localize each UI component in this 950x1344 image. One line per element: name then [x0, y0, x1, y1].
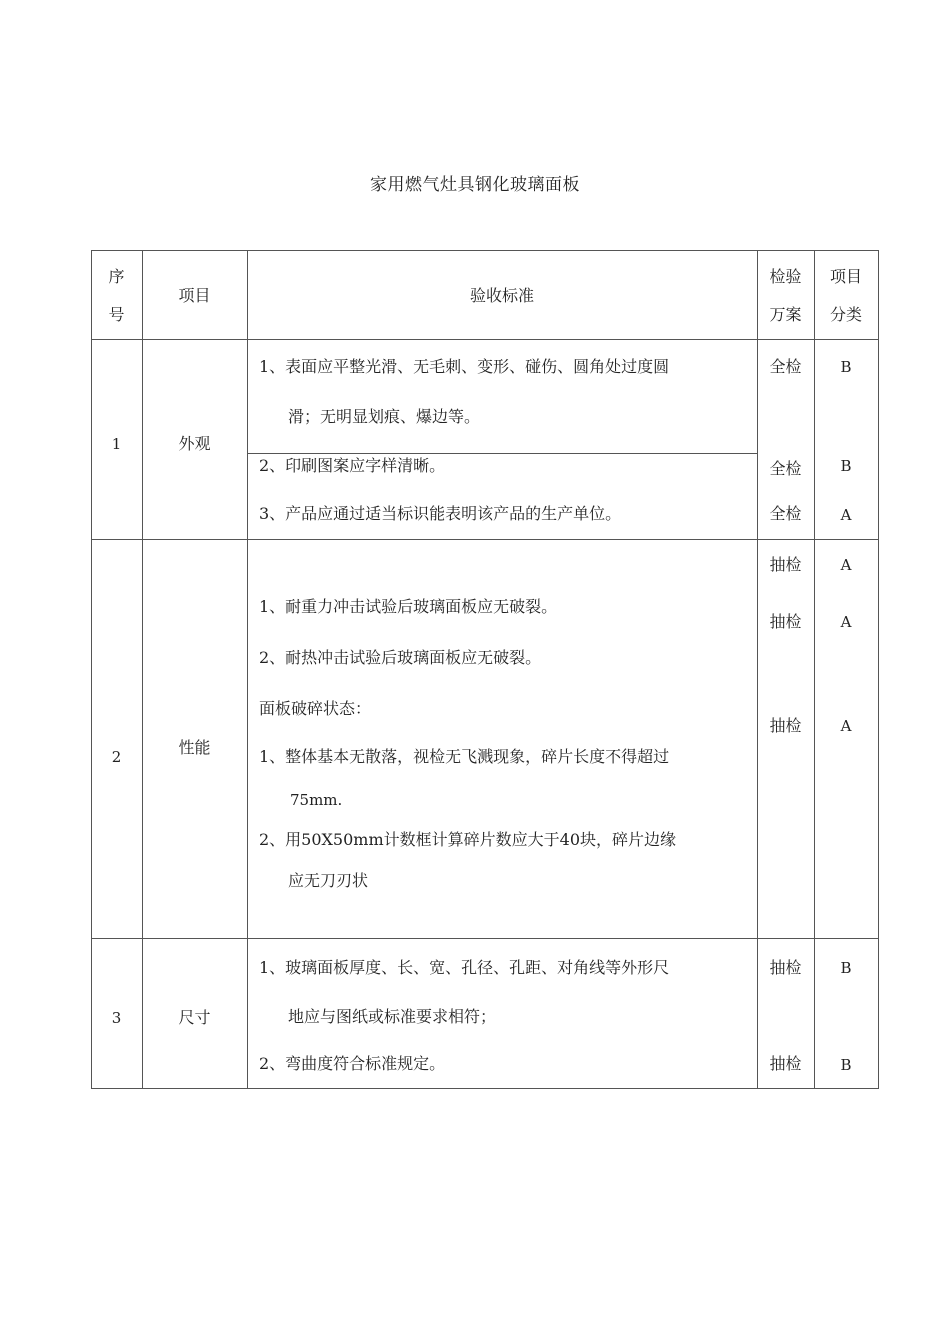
sub-row-divider — [247, 453, 757, 454]
header-plan-line2: 万案 — [769, 305, 802, 324]
row2-plan1: 抽检 — [769, 555, 802, 574]
row2-plan3: 抽检 — [769, 716, 802, 735]
header-standard: 验收标准 — [469, 286, 534, 305]
row3-line2: 地应与图纸或标准要求相符； — [288, 1007, 497, 1026]
column-divider — [142, 250, 143, 1089]
row1-line3: 2、印刷图案应字样清晰。 — [259, 456, 446, 475]
table-border-top — [91, 250, 879, 251]
header-category-line1: 项目 — [829, 267, 862, 286]
row1-seq: 1 — [111, 435, 122, 453]
row2-cat1: A — [840, 556, 852, 574]
row2-plan2: 抽检 — [769, 612, 802, 631]
header-seq-line1: 序 — [108, 267, 125, 286]
row2-line7: 应无刀刃状 — [288, 871, 369, 890]
row3-cat1: B — [840, 959, 852, 977]
row2-line3: 面板破碎状态： — [259, 699, 372, 718]
row-divider — [91, 339, 879, 340]
row1-item: 外观 — [178, 434, 211, 453]
table-border-bottom — [91, 1088, 879, 1089]
row2-cat3: A — [840, 717, 852, 735]
row-divider — [91, 539, 879, 540]
row1-line2: 滑；无明显划痕、爆边等。 — [288, 407, 481, 426]
header-seq-line2: 号 — [108, 305, 125, 324]
row1-plan3: 全检 — [769, 504, 802, 523]
row-divider — [91, 938, 879, 939]
row1-plan1: 全检 — [769, 357, 802, 376]
row2-item: 性能 — [178, 738, 211, 757]
row2-line4: 1、整体基本无散落，视检无飞溅现象，碎片长度不得超过 — [259, 747, 670, 766]
row1-cat2: B — [840, 457, 852, 475]
row2-seq: 2 — [111, 748, 122, 766]
row1-plan2: 全检 — [769, 459, 802, 478]
row2-line5: 75mm. — [290, 791, 343, 809]
table-border-left — [91, 250, 92, 1089]
table-border-right — [878, 250, 879, 1089]
document-title: 家用燃气灶具钢化玻璃面板 — [370, 175, 580, 195]
row3-line3: 2、弯曲度符合标准规定。 — [259, 1054, 446, 1073]
row2-line6: 2、用50X50mm计数框计算碎片数应大于40块，碎片边缘 — [259, 830, 676, 849]
row2-cat2: A — [840, 613, 852, 631]
header-item: 项目 — [178, 286, 211, 305]
row1-cat3: A — [840, 506, 852, 524]
inspection-table — [91, 250, 879, 1089]
row2-line2: 2、耐热冲击试验后玻璃面板应无破裂。 — [259, 648, 542, 667]
row3-item: 尺寸 — [178, 1008, 211, 1027]
header-plan-line1: 检验 — [769, 267, 802, 286]
row2-line1: 1、耐重力冲击试验后玻璃面板应无破裂。 — [259, 597, 558, 616]
row3-line1: 1、玻璃面板厚度、长、宽、孔径、孔距、对角线等外形尺 — [259, 958, 670, 977]
row3-plan1: 抽检 — [769, 958, 802, 977]
row3-cat2: B — [840, 1056, 852, 1074]
row3-plan2: 抽检 — [769, 1054, 802, 1073]
column-divider — [247, 250, 248, 1089]
row1-line4: 3、产品应通过适当标识能表明该产品的生产单位。 — [259, 504, 622, 523]
header-category-line2: 分类 — [829, 305, 862, 324]
row1-line1: 1、表面应平整光滑、无毛刺、变形、碰伤、圆角处过度圆 — [259, 357, 670, 376]
row3-seq: 3 — [111, 1009, 122, 1027]
row1-cat1: B — [840, 358, 852, 376]
